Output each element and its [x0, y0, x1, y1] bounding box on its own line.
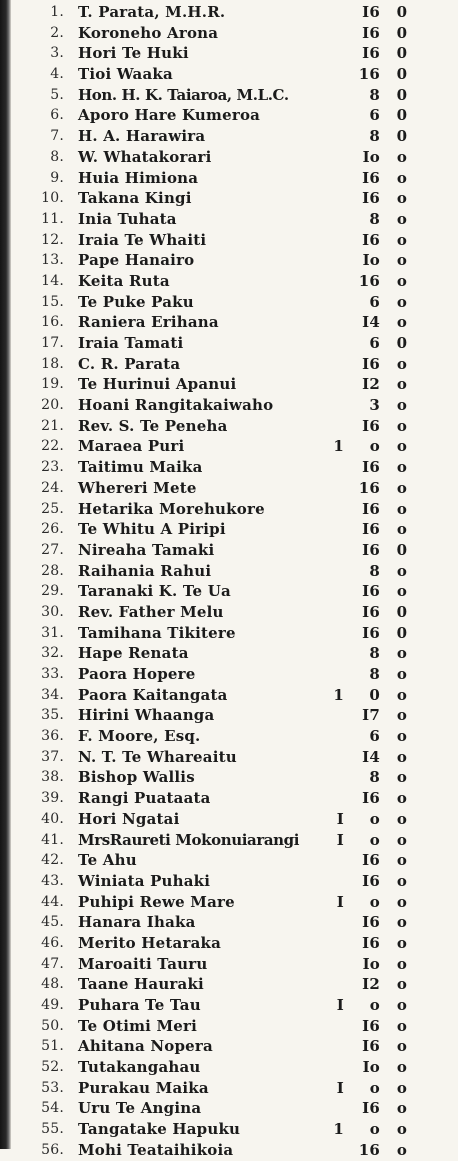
item-number: 11.: [41, 210, 64, 227]
item-number: 32.: [41, 645, 64, 662]
subscriber-name: Ahitana Nopera: [78, 1037, 213, 1056]
amount-pence: o: [396, 1099, 408, 1118]
list-item: [0, 519, 458, 540]
item-number: 29.: [41, 583, 64, 600]
amount-shillings: I6: [362, 458, 380, 477]
amount-shillings: I4: [362, 313, 380, 332]
list-item: [0, 954, 458, 975]
amount-pence: o: [396, 561, 408, 580]
list-item: [0, 1016, 458, 1037]
item-number: 40.: [41, 810, 64, 827]
amount-pence: o: [396, 437, 408, 456]
amount-pence: o: [396, 396, 408, 415]
list-item: [0, 188, 458, 209]
amount-shillings: 16: [358, 65, 380, 84]
amount-pence: 0: [396, 23, 408, 42]
list-item: [0, 436, 458, 457]
list-item: [0, 1036, 458, 1057]
amount-pence: o: [396, 1016, 408, 1035]
amount-shillings: I6: [362, 189, 380, 208]
subscriber-name: Whereri Mete: [78, 478, 197, 497]
amount-pence: o: [396, 644, 408, 663]
subscriber-name: Taranaki K. Te Ua: [78, 582, 231, 601]
amount-shillings: I7: [362, 706, 380, 725]
list-item: [0, 892, 458, 913]
item-number: 34.: [41, 686, 64, 703]
item-number: 12.: [41, 231, 64, 248]
amount-shillings: I6: [362, 933, 380, 952]
list-item: [0, 685, 458, 706]
amount-shillings: Io: [362, 1058, 380, 1077]
amount-shillings: I6: [362, 44, 380, 63]
subscriber-name: Iraia Tamati: [78, 334, 184, 352]
amount-pence: o: [396, 996, 408, 1014]
subscriber-name: Hetarika Morehukore: [78, 499, 265, 518]
item-number: 46.: [41, 934, 64, 951]
amount-pence: o: [396, 851, 408, 870]
amount-shillings: I4: [362, 747, 380, 766]
list-item: [0, 933, 458, 954]
item-number: 20.: [41, 397, 64, 414]
amount-pounds: I: [336, 1078, 344, 1097]
list-item: [0, 912, 458, 933]
subscriber-name: Rangi Puataata: [78, 789, 211, 808]
amount-pence: o: [396, 313, 408, 332]
amount-shillings: I2: [362, 975, 380, 994]
subscriber-name: Inia Tuhata: [78, 209, 177, 228]
list-item: [0, 1057, 458, 1078]
subscriber-name: Hanara Ihaka: [78, 913, 196, 932]
amount-shillings: o: [369, 1078, 380, 1097]
subscriber-name: N. T. Te Whareaitu: [78, 747, 237, 766]
list-item: [0, 1140, 458, 1161]
amount-pence: o: [396, 706, 408, 725]
list-item: [0, 871, 458, 892]
amount-shillings: 16: [358, 271, 380, 290]
item-number: 17.: [41, 335, 64, 351]
list-item: [0, 478, 458, 499]
item-number: 31.: [41, 624, 64, 641]
item-number: 13.: [41, 252, 64, 269]
subscriber-name: Iraia Te Whaiti: [78, 230, 207, 249]
subscriber-name: Te Puke Paku: [78, 292, 194, 311]
amount-pence: o: [396, 292, 408, 311]
list-item: [0, 312, 458, 333]
amount-pence: o: [396, 747, 408, 766]
item-number: 51.: [41, 1038, 64, 1055]
subscriber-name: Tangatake Hapuku: [78, 1120, 241, 1139]
subscriber-name: Hoani Rangitakaiwaho: [78, 396, 274, 415]
amount-pence: o: [396, 271, 408, 290]
amount-pence: o: [396, 892, 408, 911]
subscriber-name: Koroneho Arona: [78, 23, 219, 42]
amount-shillings: I6: [362, 623, 380, 642]
list-item: [0, 726, 458, 747]
subscriber-name: Tutakangahau: [78, 1058, 201, 1077]
subscriber-name: Nireaha Tamaki: [78, 540, 215, 559]
item-number: 56.: [41, 1141, 64, 1158]
list-item: [0, 581, 458, 602]
subscriber-name: Hori Ngatai: [78, 809, 180, 828]
list-item: [0, 705, 458, 726]
item-number: 50.: [41, 1017, 64, 1034]
subscriber-name: W. Whatakorari: [78, 147, 212, 166]
subscriber-name: C. R. Parata: [78, 354, 181, 373]
amount-pence: 0: [396, 3, 408, 21]
item-number: 55.: [41, 1121, 64, 1138]
item-number: 52.: [41, 1059, 64, 1076]
subscriber-name: Hape Renata: [78, 644, 189, 663]
list-item: [0, 395, 458, 416]
list-item: [0, 333, 458, 354]
item-number: 26.: [41, 521, 64, 538]
subscriber-name: Purakau Maika: [78, 1078, 209, 1097]
subscriber-name: Hon. H. K. Taiaroa, M.L.C.: [78, 85, 289, 104]
list-item: [0, 230, 458, 251]
item-number: 39.: [41, 790, 64, 807]
item-number: 16.: [41, 314, 64, 331]
subscriber-name: Pape Hanairo: [78, 251, 195, 270]
amount-shillings: I6: [362, 913, 380, 932]
list-item: [0, 374, 458, 395]
item-number: 28.: [41, 562, 64, 579]
list-item: [0, 850, 458, 871]
amount-pence: o: [396, 954, 408, 973]
subscriber-name: Puhipi Rewe Mare: [78, 892, 235, 911]
amount-shillings: I6: [362, 1099, 380, 1118]
list-item: [0, 1119, 458, 1140]
amount-pence: o: [396, 1120, 408, 1139]
list-item: [0, 2, 458, 23]
amount-shillings: I6: [362, 602, 380, 621]
item-number: 49.: [41, 997, 64, 1013]
amount-pence: o: [396, 830, 408, 849]
subscriber-name: Paora Hopere: [78, 665, 196, 683]
amount-shillings: I6: [362, 1016, 380, 1035]
subscriber-name: Mohi Teataihikoia: [78, 1140, 234, 1159]
amount-shillings: I6: [362, 23, 380, 42]
subscriber-name: H. A. Harawira: [78, 127, 206, 146]
subscriber-name: Hirini Whaanga: [78, 706, 215, 725]
list-item: [0, 250, 458, 271]
amount-pounds: I: [336, 809, 344, 828]
amount-pence: o: [396, 727, 408, 746]
amount-pence: 0: [396, 44, 408, 63]
amount-pence: o: [396, 1140, 408, 1159]
amount-pence: o: [396, 913, 408, 932]
item-number: 9.: [50, 169, 64, 186]
list-item: [0, 767, 458, 788]
list-item: [0, 354, 458, 375]
subscriber-name: Te Whitu A Piripi: [78, 520, 226, 539]
amount-pence: o: [396, 582, 408, 601]
amount-pounds: I: [336, 892, 344, 911]
list-item: [0, 974, 458, 995]
item-number: 25.: [41, 500, 64, 517]
list-item: [0, 788, 458, 809]
amount-shillings: o: [369, 892, 380, 911]
subscriber-name: Hori Te Huki: [78, 44, 189, 63]
subscriber-name: MrsRaureti Mokonuiarangi: [78, 830, 300, 849]
amount-shillings: o: [369, 830, 380, 849]
amount-shillings: I6: [362, 230, 380, 249]
item-number: 53.: [41, 1079, 64, 1096]
amount-pence: o: [396, 1037, 408, 1056]
item-number: 4.: [50, 66, 64, 83]
subscriber-name: Merito Hetaraka: [78, 933, 222, 952]
amount-shillings: 8: [369, 209, 380, 228]
list-item: [0, 43, 458, 64]
list-item: [0, 23, 458, 44]
subscriber-name: T. Parata, M.H.R.: [78, 3, 226, 21]
amount-pounds: 1: [333, 437, 344, 456]
amount-pence: 0: [396, 602, 408, 621]
item-number: 35.: [41, 707, 64, 724]
amount-pence: 0: [396, 334, 408, 352]
list-item: [0, 457, 458, 478]
item-number: 22.: [41, 438, 64, 455]
item-number: 2.: [50, 24, 64, 41]
amount-shillings: o: [369, 1120, 380, 1139]
amount-pence: 0: [396, 85, 408, 104]
amount-shillings: o: [369, 809, 380, 828]
list-item: [0, 1098, 458, 1119]
amount-shillings: 16: [358, 478, 380, 497]
subscriber-name: Rev. Father Melu: [78, 602, 224, 621]
subscriber-name: Raniera Erihana: [78, 313, 219, 332]
amount-shillings: 8: [369, 561, 380, 580]
amount-shillings: I2: [362, 375, 380, 394]
subscriber-name: Aporo Hare Kumeroa: [78, 106, 261, 125]
list-item: [0, 1078, 458, 1099]
subscriber-name: Keita Ruta: [78, 271, 170, 290]
list-item: [0, 271, 458, 292]
amount-pence: 0: [396, 623, 408, 642]
item-number: 8.: [50, 148, 64, 165]
item-number: 36.: [41, 728, 64, 745]
item-number: 18.: [41, 355, 64, 372]
amount-shillings: I6: [362, 354, 380, 373]
subscriber-name: Te Ahu: [78, 851, 137, 870]
subscriber-name: Bishop Wallis: [78, 768, 195, 787]
item-number: 21.: [41, 417, 64, 434]
amount-pounds: I: [336, 830, 344, 849]
list-item: [0, 168, 458, 189]
amount-shillings: 6: [369, 334, 380, 352]
subscriber-name: Huia Himiona: [78, 168, 199, 187]
subscription-list: [0, 2, 458, 1161]
item-number: 42.: [41, 852, 64, 869]
amount-pence: o: [396, 189, 408, 208]
list-item: [0, 602, 458, 623]
subscriber-name: Maraea Puri: [78, 437, 185, 456]
amount-pence: o: [396, 230, 408, 249]
amount-shillings: 6: [369, 292, 380, 311]
amount-shillings: o: [369, 996, 380, 1014]
amount-pounds: I: [336, 996, 344, 1014]
amount-pence: o: [396, 789, 408, 808]
amount-shillings: Io: [362, 147, 380, 166]
subscriber-name: Uru Te Angina: [78, 1099, 202, 1118]
amount-pounds: 1: [333, 685, 344, 704]
amount-pence: o: [396, 871, 408, 890]
amount-pence: o: [396, 499, 408, 518]
subscriber-name: Winiata Puhaki: [78, 871, 211, 890]
amount-shillings: Io: [362, 954, 380, 973]
list-item: [0, 747, 458, 768]
list-item: [0, 209, 458, 230]
item-number: 44.: [41, 893, 64, 910]
amount-pence: o: [396, 251, 408, 270]
amount-shillings: I6: [362, 3, 380, 21]
item-number: 37.: [41, 748, 64, 765]
amount-shillings: 16: [358, 1140, 380, 1159]
amount-shillings: 8: [369, 644, 380, 663]
amount-pence: o: [396, 416, 408, 435]
item-number: 15.: [41, 293, 64, 310]
list-item: [0, 995, 458, 1016]
list-item: [0, 64, 458, 85]
amount-pence: o: [396, 354, 408, 373]
item-number: 5.: [50, 86, 64, 103]
amount-pence: o: [396, 209, 408, 228]
amount-shillings: 8: [369, 768, 380, 787]
item-number: 24.: [41, 479, 64, 496]
list-item: [0, 126, 458, 147]
amount-shillings: 0: [369, 685, 380, 704]
amount-shillings: I6: [362, 540, 380, 559]
subscriber-name: Tioi Waaka: [78, 65, 173, 84]
amount-pence: o: [396, 375, 408, 394]
list-item: [0, 147, 458, 168]
amount-shillings: 6: [369, 106, 380, 125]
amount-shillings: I6: [362, 1037, 380, 1056]
list-item: [0, 416, 458, 437]
subscriber-name: Te Hurinui Apanui: [78, 375, 237, 394]
amount-shillings: 3: [369, 396, 380, 415]
item-number: 41.: [41, 831, 64, 848]
amount-shillings: I6: [362, 520, 380, 539]
subscriber-name: Tamihana Tikitere: [78, 623, 236, 642]
item-number: 43.: [41, 872, 64, 889]
amount-pence: o: [396, 768, 408, 787]
item-number: 23.: [41, 459, 64, 476]
amount-pounds: 1: [333, 1120, 344, 1139]
amount-pence: o: [396, 933, 408, 952]
list-item: [0, 664, 458, 685]
subscriber-name: Paora Kaitangata: [78, 685, 228, 704]
amount-pence: o: [396, 1078, 408, 1097]
list-item: [0, 561, 458, 582]
amount-shillings: 8: [369, 85, 380, 104]
amount-pence: o: [396, 520, 408, 539]
item-number: 33.: [41, 666, 64, 682]
item-number: 47.: [41, 955, 64, 972]
subscriber-name: F. Moore, Esq.: [78, 727, 201, 746]
item-number: 6.: [50, 107, 64, 124]
item-number: 27.: [41, 541, 64, 558]
amount-shillings: I6: [362, 851, 380, 870]
amount-shillings: I6: [362, 871, 380, 890]
amount-shillings: I6: [362, 168, 380, 187]
amount-pence: 0: [396, 65, 408, 84]
item-number: 54.: [41, 1100, 64, 1117]
amount-pence: o: [396, 665, 408, 683]
list-item: [0, 623, 458, 644]
amount-shillings: 8: [369, 665, 380, 683]
list-item: [0, 643, 458, 664]
amount-pence: o: [396, 478, 408, 497]
list-item: [0, 830, 458, 851]
subscriber-name: Te Otimi Meri: [78, 1016, 198, 1035]
item-number: 14.: [41, 272, 64, 289]
subscriber-name: Takana Kingi: [78, 189, 192, 208]
amount-shillings: o: [369, 437, 380, 456]
item-number: 3.: [50, 45, 64, 62]
item-number: 7.: [50, 128, 64, 145]
amount-shillings: I6: [362, 499, 380, 518]
subscriber-name: Raihania Rahui: [78, 561, 212, 580]
item-number: 48.: [41, 976, 64, 993]
subscriber-name: Taane Hauraki: [78, 975, 204, 994]
amount-shillings: I6: [362, 416, 380, 435]
list-item: [0, 292, 458, 313]
amount-shillings: I6: [362, 789, 380, 808]
item-number: 30.: [41, 603, 64, 620]
amount-pence: o: [396, 685, 408, 704]
list-item: [0, 105, 458, 126]
amount-shillings: I6: [362, 582, 380, 601]
amount-pence: o: [396, 809, 408, 828]
amount-pence: o: [396, 1058, 408, 1077]
amount-pence: o: [396, 147, 408, 166]
item-number: 10.: [41, 190, 64, 207]
item-number: 19.: [41, 376, 64, 393]
item-number: 38.: [41, 769, 64, 786]
subscriber-name: Rev. S. Te Peneha: [78, 416, 228, 435]
amount-shillings: 8: [369, 127, 380, 146]
amount-pence: o: [396, 975, 408, 994]
list-item: [0, 809, 458, 830]
item-number: 45.: [41, 914, 64, 931]
amount-pence: 0: [396, 106, 408, 125]
list-item: [0, 85, 458, 106]
amount-pence: 0: [396, 540, 408, 559]
amount-shillings: Io: [362, 251, 380, 270]
amount-pence: o: [396, 458, 408, 477]
list-item: [0, 540, 458, 561]
subscriber-name: Puhara Te Tau: [78, 996, 201, 1014]
subscriber-name: Maroaiti Tauru: [78, 954, 208, 973]
amount-pence: o: [396, 168, 408, 187]
amount-shillings: 6: [369, 727, 380, 746]
item-number: 1.: [50, 4, 64, 20]
subscriber-name: Taitimu Maika: [78, 458, 203, 477]
list-item: [0, 499, 458, 520]
amount-pence: 0: [396, 127, 408, 146]
